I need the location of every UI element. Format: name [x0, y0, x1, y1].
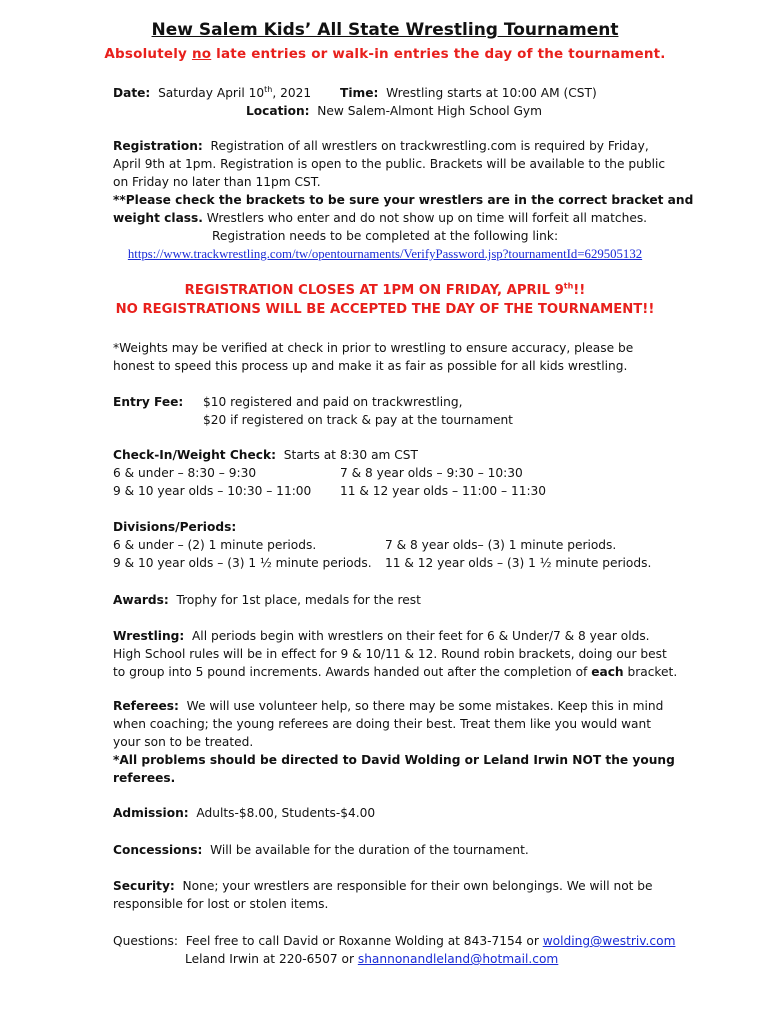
- entry-fee-line-1: $10 registered and paid on trackwrestling,: [203, 395, 463, 409]
- time-line: [340, 84, 597, 102]
- location-label: Location:: [246, 104, 310, 118]
- registration-line-3: on Friday no later than 11pm CST.: [113, 175, 321, 189]
- notice-text-end: late entries or walk-in entries the day of the tournament.: [211, 46, 666, 62]
- checkin-row-2-col-2: 11 & 12 year olds – 11:00 – 11:30: [340, 484, 547, 498]
- checkin-row-1-col-2: 7 & 8 year olds – 9:30 – 10:30: [340, 466, 523, 480]
- referees-label: Referees:: [113, 699, 179, 713]
- referees-line-1: Referees: We will use volunteer help, so there may be some mistakes. Keep this in mind: [113, 699, 664, 713]
- security-label: Security:: [113, 879, 175, 893]
- location-line: [246, 102, 542, 120]
- problems-contact-line-2: referees.: [113, 771, 176, 785]
- divisions-label: Divisions/Periods:: [113, 520, 237, 534]
- entry-fee-label: Entry Fee:: [113, 395, 184, 409]
- checkin-label: Check-In/Weight Check:: [113, 448, 276, 462]
- problems-contact-line-1: *All problems should be directed to David Wolding or Leland Irwin NOT the young: [113, 753, 675, 767]
- referees-line-2: when coaching; the young referees are doing their best. Treat them like you would want: [113, 717, 652, 731]
- questions-label: Questions:: [113, 934, 178, 948]
- email-link-wolding[interactable]: wolding@westriv.com: [542, 934, 676, 948]
- late-entry-notice: [0, 46, 770, 62]
- notice-text-start: Absolutely: [104, 46, 192, 62]
- forfeit-warning: weight class. Wrestlers who enter and do not show up on time will forfeit all matches.: [113, 211, 648, 225]
- wrestling-line-2: High School rules will be in effect for 9 & 10/11 & 12. Round robin brackets, doing our best: [113, 647, 667, 661]
- divisions-row-2-col-2: 11 & 12 year olds – (3) 1 ½ minute periods.: [385, 556, 652, 570]
- notice-no: no: [191, 46, 212, 62]
- questions-line-2: Leland Irwin at 220-6507 or shannonandleland@hotmail.com: [185, 952, 559, 966]
- date-label: Date:: [113, 86, 151, 100]
- registration-link-row: [0, 245, 770, 263]
- divisions-row-1-col-2: 7 & 8 year olds– (3) 1 minute periods.: [385, 538, 617, 552]
- wrestling-line-3: to group into 5 pound increments. Awards handed out after the completion of each bracket.: [113, 665, 678, 679]
- wrestling-line-1: Wrestling: All periods begin with wrestlers on their feet for 6 & Under/7 & 8 year olds.: [113, 629, 650, 643]
- registration-link-intro: Registration needs to be completed at the following link:: [211, 229, 559, 243]
- admission-line: Admission: Adults-$8.00, Students-$4.00: [113, 806, 376, 820]
- time-label: Time:: [340, 86, 379, 100]
- security-line-2: responsible for lost or stolen items.: [113, 897, 329, 911]
- registration-link[interactable]: https://www.trackwrestling.com/tw/opentournaments/VerifyPassword.jsp?tournamentId=629505132: [127, 247, 643, 261]
- divisions-row-2-col-1: 9 & 10 year olds – (3) 1 ½ minute periods.: [113, 556, 372, 570]
- referees-line-3: your son to be treated.: [113, 735, 254, 749]
- entry-fee-line-2: $20 if registered on track & pay at the tournament: [203, 413, 513, 427]
- weights-line-2: honest to speed this process up and make it as fair as possible for all kids wrestling.: [113, 359, 628, 373]
- concessions-label: Concessions:: [113, 843, 203, 857]
- bracket-check-warning: **Please check the brackets to be sure your wrestlers are in the correct bracket and: [113, 193, 694, 207]
- concessions-line: Concessions: Will be available for the duration of the tournament.: [113, 843, 529, 857]
- registration-closes-notice: REGISTRATION CLOSES AT 1PM ON FRIDAY, APRIL 9th!!: [184, 281, 586, 298]
- no-day-of-registration-notice: NO REGISTRATIONS WILL BE ACCEPTED THE DAY OF THE TOURNAMENT!!: [115, 302, 655, 317]
- checkin-row-1-col-1: 6 & under – 8:30 – 9:30: [113, 466, 257, 480]
- registration-line-1: Registration: Registration of all wrestlers on trackwrestling.com is required by Friday,: [113, 139, 649, 153]
- registration-line-2: April 9th at 1pm. Registration is open to the public. Brackets will be available to the public: [113, 157, 666, 171]
- date-value: Saturday April 10th, 2021: [158, 84, 312, 100]
- location-value: New Salem-Almont High School Gym: [317, 104, 542, 118]
- registration-label: Registration:: [113, 139, 203, 153]
- email-link-irwin[interactable]: shannonandleland@hotmail.com: [357, 952, 559, 966]
- time-value: Wrestling starts at 10:00 AM (CST): [386, 86, 597, 100]
- questions-line-1: Questions: Feel free to call David or Roxanne Wolding at 843-7154 or wolding@westriv.com: [113, 934, 676, 948]
- admission-label: Admission:: [113, 806, 189, 820]
- security-line-1: Security: None; your wrestlers are responsible for their own belongings. We will not be: [113, 879, 653, 893]
- checkin-line: Check-In/Weight Check: Starts at 8:30 am CST: [113, 448, 418, 462]
- wrestling-label: Wrestling:: [113, 629, 185, 643]
- awards-label: Awards:: [113, 593, 169, 607]
- date-line: [113, 84, 311, 102]
- divisions-row-1-col-1: 6 & under – (2) 1 minute periods.: [113, 538, 317, 552]
- page-title: New Salem Kids’ All State Wrestling Tournament: [151, 20, 619, 40]
- checkin-row-2-col-1: 9 & 10 year olds – 10:30 – 11:00: [113, 484, 312, 498]
- weights-line-1: *Weights may be verified at check in prior to wrestling to ensure accuracy, please be: [113, 341, 634, 355]
- awards-line: Awards: Trophy for 1st place, medals for the rest: [113, 593, 421, 607]
